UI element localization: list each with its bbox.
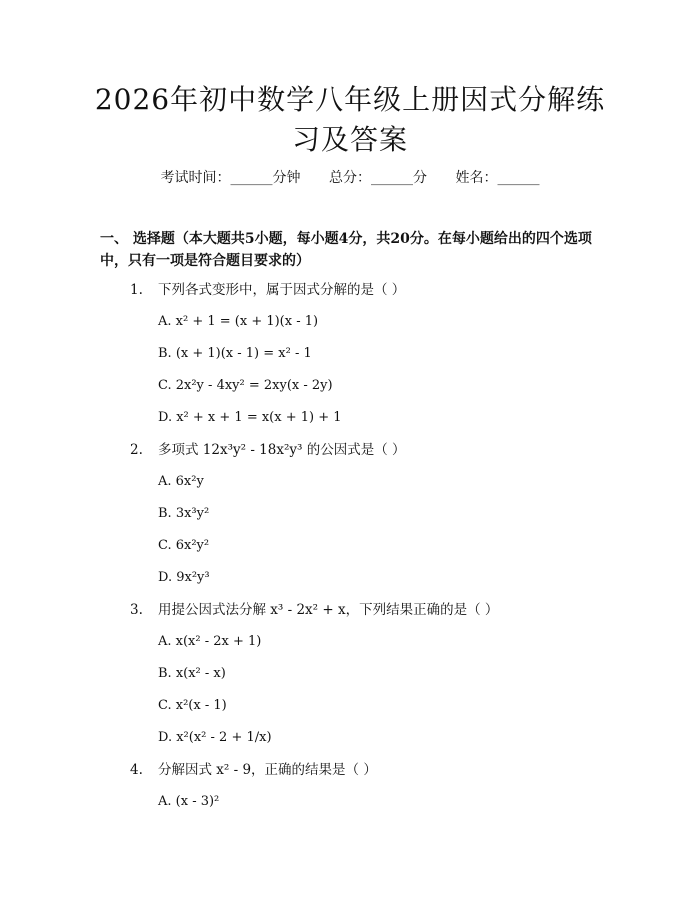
question-text: 用提公因式法分解 x³ - 2x² + x，下列结果正确的是（ ）	[158, 602, 499, 618]
question-text: 下列各式变形中，属于因式分解的是（ ）	[158, 282, 406, 298]
section-heading: 一、 选择题（本大题共5小题，每小题4分，共20分。在每小题给出的四个选项中，只有一项是符合题目要求的）	[100, 231, 592, 269]
student-name: 姓名：______	[455, 170, 540, 186]
question	[130, 440, 406, 460]
option: B. x(x² - x)	[158, 666, 226, 681]
option: D. x² + x + 1 = x(x + 1) + 1	[158, 410, 342, 425]
option: A. x² + 1 = (x + 1)(x - 1)	[158, 314, 319, 329]
question-number: 2.	[130, 442, 143, 458]
question	[130, 600, 498, 620]
option: D. 9x²y³	[158, 570, 210, 585]
option: C. x²(x - 1)	[158, 698, 227, 713]
question-number: 4.	[130, 762, 143, 778]
question-text: 多项式 12x³y² - 18x²y³ 的公因式是（ ）	[158, 442, 406, 458]
question	[130, 760, 377, 780]
option: B. 3x³y²	[158, 506, 210, 521]
option: B. (x + 1)(x - 1) = x² - 1	[158, 346, 312, 361]
option: C. 6x²y²	[158, 538, 210, 553]
question-number: 3.	[130, 602, 143, 618]
option: C. 2x²y - 4xy² = 2xy(x - 2y)	[158, 378, 333, 393]
exam-time: 考试时间：______分钟	[160, 170, 301, 186]
question	[130, 280, 405, 300]
page-title: 2026年初中数学八年级上册因式分解练习及答案	[94, 83, 606, 156]
question-text: 分解因式 x² - 9，正确的结果是（ ）	[158, 762, 377, 778]
option: A. 6x²y	[158, 474, 204, 489]
option: A. x(x² - 2x + 1)	[158, 634, 262, 649]
exam-info	[0, 168, 700, 188]
total-score: 总分：______分	[329, 170, 427, 186]
option: D. x²(x² - 2 + 1/x)	[158, 730, 272, 745]
question-number: 1.	[130, 282, 143, 298]
option: A. (x - 3)²	[158, 794, 220, 809]
